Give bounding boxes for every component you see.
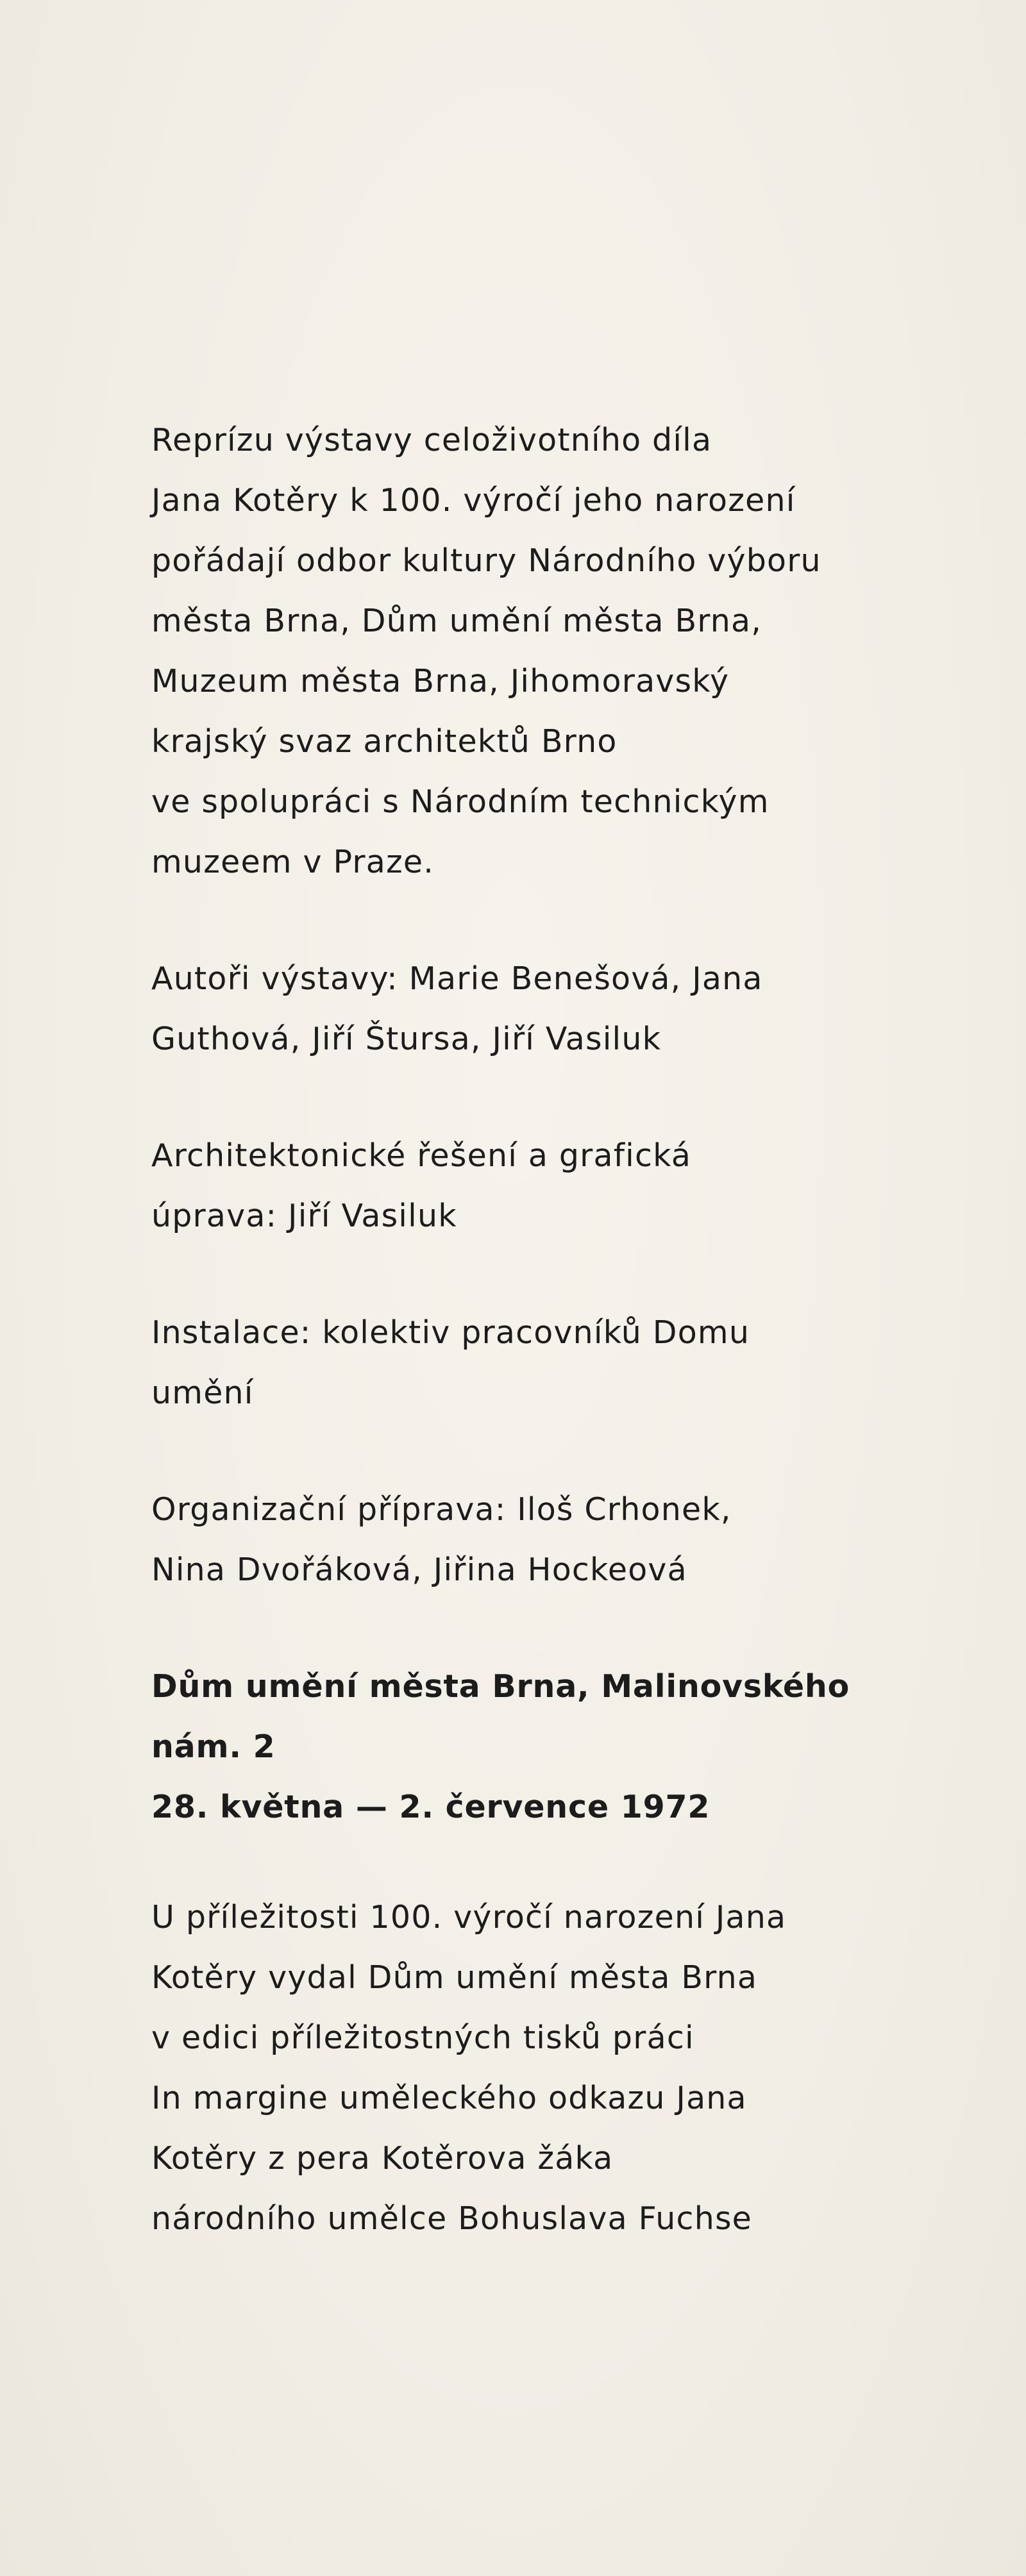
organization-paragraph: [151, 1480, 921, 1600]
architecture-paragraph: [151, 1126, 921, 1246]
text-line: ve spolupráci s Národním technickým: [151, 783, 770, 820]
text-line: Reprízu výstavy celoživotního díla: [151, 422, 712, 458]
text-line: Instalace: kolektiv pracovníků Domu: [151, 1314, 750, 1351]
venue-paragraph: [151, 1657, 921, 1837]
text-line: národního umělce Bohuslava Fuchse: [151, 2200, 753, 2237]
publication-paragraph: [151, 1887, 921, 2249]
text-line: Nina Dvořáková, Jiřina Hockeová: [151, 1551, 687, 1588]
text-line: Autoři výstavy: Marie Benešová, Jana: [151, 960, 763, 997]
text-line: Muzeum města Brna, Jihomoravský: [151, 663, 730, 699]
text-line: v edici příležitostných tisků práci: [151, 2020, 694, 2056]
text-line: In margine uměleckého odkazu Jana: [151, 2080, 747, 2116]
text-line: Jana Kotěry k 100. výročí jeho narození: [151, 482, 796, 519]
text-line: úprava: Jiří Vasiluk: [151, 1198, 457, 1234]
text-line: Organizační příprava: Iloš Crhonek,: [151, 1491, 732, 1528]
text-line: Kotěry vydal Dům umění města Brna: [151, 1959, 758, 1996]
venue-line: nám. 2: [151, 1728, 276, 1765]
installation-paragraph: [151, 1303, 921, 1423]
text-line: Kotěry z pera Kotěrova žáka: [151, 2140, 614, 2177]
intro-paragraph: [151, 410, 921, 892]
document-text: [151, 410, 921, 2305]
venue-line: Dům umění města Brna, Malinovského: [151, 1668, 850, 1705]
text-line: U příležitosti 100. výročí narození Jana: [151, 1899, 787, 1936]
text-line: Architektonické řešení a grafická: [151, 1137, 692, 1174]
text-line: muzeem v Praze.: [151, 844, 434, 880]
dates-line: 28. května — 2. července 1972: [151, 1789, 711, 1825]
authors-paragraph: [151, 949, 921, 1069]
text-line: města Brna, Dům umění města Brna,: [151, 603, 762, 639]
text-line: umění: [151, 1375, 254, 1411]
text-line: pořádají odbor kultury Národního výboru: [151, 542, 821, 579]
text-line: Guthová, Jiří Štursa, Jiří Vasiluk: [151, 1021, 662, 1057]
text-line: krajský svaz architektů Brno: [151, 723, 618, 760]
